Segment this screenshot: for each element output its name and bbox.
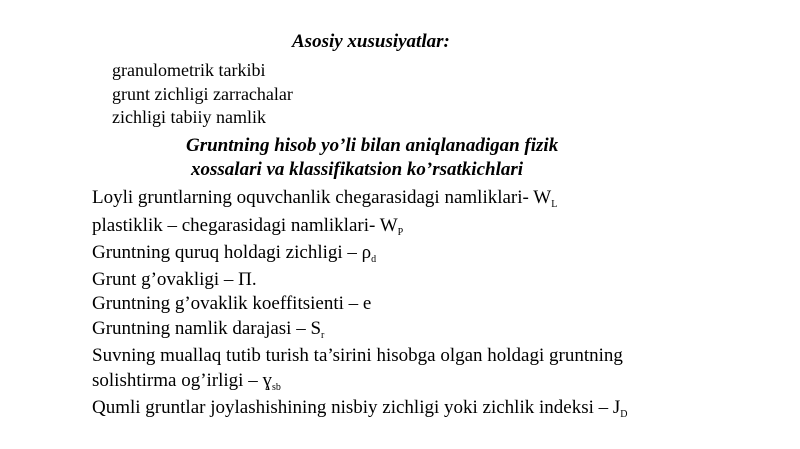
item-buoyant-unit-weight-line1 [92, 345, 623, 367]
item-porosity [92, 269, 257, 291]
item-subscript: d [371, 254, 377, 265]
item-text: Grunt g’ovakligi – П. [92, 269, 257, 290]
property-particle-density: grunt zichligi zarrachalar [112, 84, 293, 104]
item-liquid-limit [92, 187, 557, 209]
item-subscript: P [397, 227, 404, 238]
item-saturation-degree [92, 318, 324, 340]
item-text: solishtirma og’irligi – ɣ [92, 370, 272, 391]
item-dry-density [92, 242, 376, 264]
property-natural-moisture: zichligi tabiiy namlik [112, 107, 266, 127]
item-text: Loyli gruntlarning oquvchanlik chegarasidagi namliklari- W [92, 187, 552, 208]
item-text: Suvning muallaq tutib turish ta’sirini hisobga olgan holdagi gruntning [92, 345, 623, 366]
item-subscript: sb [271, 382, 281, 393]
item-text: Gruntning namlik darajasi – S [92, 318, 322, 339]
item-plastic-limit [92, 215, 403, 237]
section-title-main-properties: Asosiy xususiyatlar: [292, 31, 450, 52]
item-subscript: L [551, 199, 558, 210]
item-void-ratio [92, 293, 371, 315]
item-text: Gruntning quruq holdagi zichligi – ρ [92, 242, 372, 263]
item-density-index [92, 397, 628, 419]
item-subscript: r [321, 330, 325, 341]
item-text: Gruntning g’ovaklik koeffitsienti – e [92, 293, 372, 314]
item-text: Qumli gruntlar joylashishining nisbiy zichligi yoki zichlik indeksi – J [92, 397, 621, 418]
section-title-computed-line1: Gruntning hisob yo’li bilan aniqlanadigan fizik [186, 135, 559, 156]
property-granulometric: granulometrik tarkibi [112, 60, 266, 80]
section-title-computed-line2: xossalari va klassifikatsion ko’rsatkichlari [191, 159, 524, 180]
item-buoyant-unit-weight-line2 [92, 370, 281, 392]
item-subscript: D [620, 409, 628, 420]
item-text: plastiklik – chegarasidagi namliklari- W [92, 215, 398, 236]
